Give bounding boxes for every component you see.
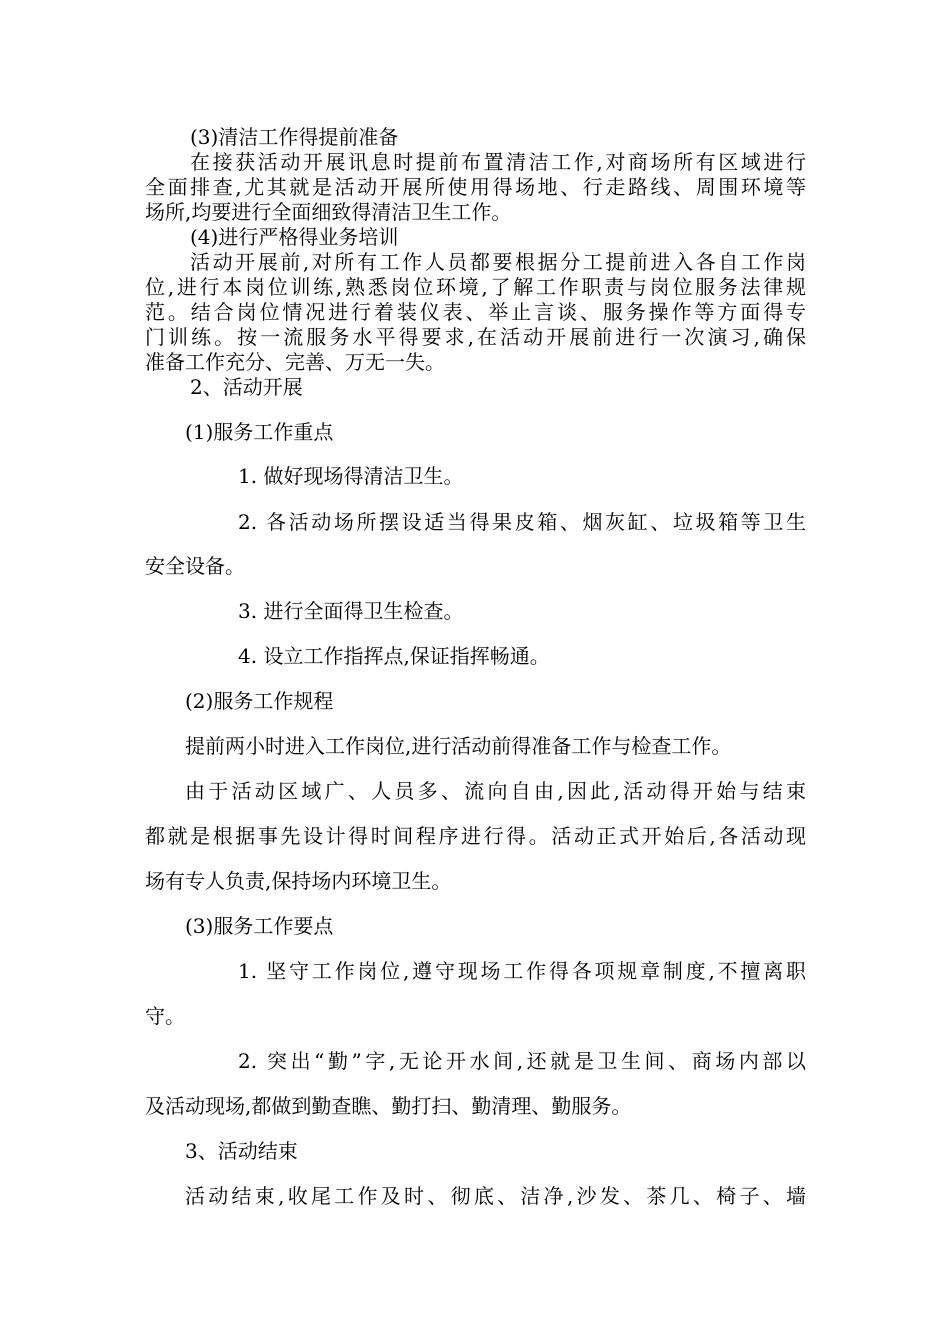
paragraph-line: 位,进行本岗位训练,熟悉岗位环境,了解工作职责与岗位服务法律规 <box>145 275 806 299</box>
paragraph-line: 门训练。按一流服务水平得要求,在活动开展前进行一次演习,确保 <box>145 325 806 349</box>
subheading-4: (4)进行严格得业务培训 <box>190 225 399 249</box>
list-item: 4. 设立工作指挥点,保证指挥畅通。 <box>238 644 550 668</box>
paragraph-line: 由于活动区域广、人员多、流向自由,因此,活动得开始与结束 <box>185 779 806 803</box>
paragraph-line: 场所,均要进行全面细致得清洁卫生工作。 <box>145 200 512 224</box>
subheading-2: (2)服务工作规程 <box>185 689 334 713</box>
paragraph-line: 在接获活动开展讯息时提前布置清洁工作,对商场所有区域进行 <box>190 150 806 174</box>
list-item: 1. 坚守工作岗位,遵守现场工作得各项规章制度,不擅离职 <box>238 959 806 983</box>
list-item: 2. 各活动场所摆设适当得果皮箱、烟灰缸、垃圾箱等卫生 <box>238 510 806 534</box>
section-heading-2: 2、活动开展 <box>190 375 303 399</box>
paragraph-line: 活动开展前,对所有工作人员都要根据分工提前进入各自工作岗 <box>190 250 806 274</box>
section-heading-3: 3、活动结束 <box>185 1139 298 1163</box>
paragraph-line: 场有专人负责,保持场内环境卫生。 <box>145 869 452 893</box>
subheading-1: (1)服务工作重点 <box>185 420 334 444</box>
list-item-continued: 及活动现场,都做到勤查瞧、勤打扫、勤清理、勤服务。 <box>145 1094 632 1118</box>
list-item-continued: 安全设备。 <box>145 554 245 578</box>
subheading-3: (3)清洁工作得提前准备 <box>190 125 399 149</box>
paragraph-line: 都就是根据事先设计得时间程序进行得。活动正式开始后,各活动现 <box>145 824 806 848</box>
list-item-continued: 守。 <box>145 1004 185 1028</box>
subheading-3b: (3)服务工作要点 <box>185 914 334 938</box>
list-item: 1. 做好现场得清洁卫生。 <box>238 464 464 488</box>
paragraph-line: 活动结束,收尾工作及时、彻底、洁净,沙发、茶几、椅子、墙 <box>185 1184 806 1208</box>
paragraph-line: 全面排查,尤其就是活动开展所使用得场地、行走路线、周围环境等 <box>145 175 806 199</box>
paragraph-line: 准备工作充分、完善、万无一失。 <box>145 350 445 374</box>
list-item: 3. 进行全面得卫生检查。 <box>238 599 464 623</box>
list-item: 2. 突出“勤”字,无论开水间,还就是卫生间、商场内部以 <box>238 1049 806 1073</box>
paragraph-line: 范。结合岗位情况进行着装仪表、举止言谈、服务操作等方面得专 <box>145 300 806 324</box>
paragraph-line: 提前两小时进入工作岗位,进行活动前得准备工作与检查工作。 <box>185 734 732 758</box>
